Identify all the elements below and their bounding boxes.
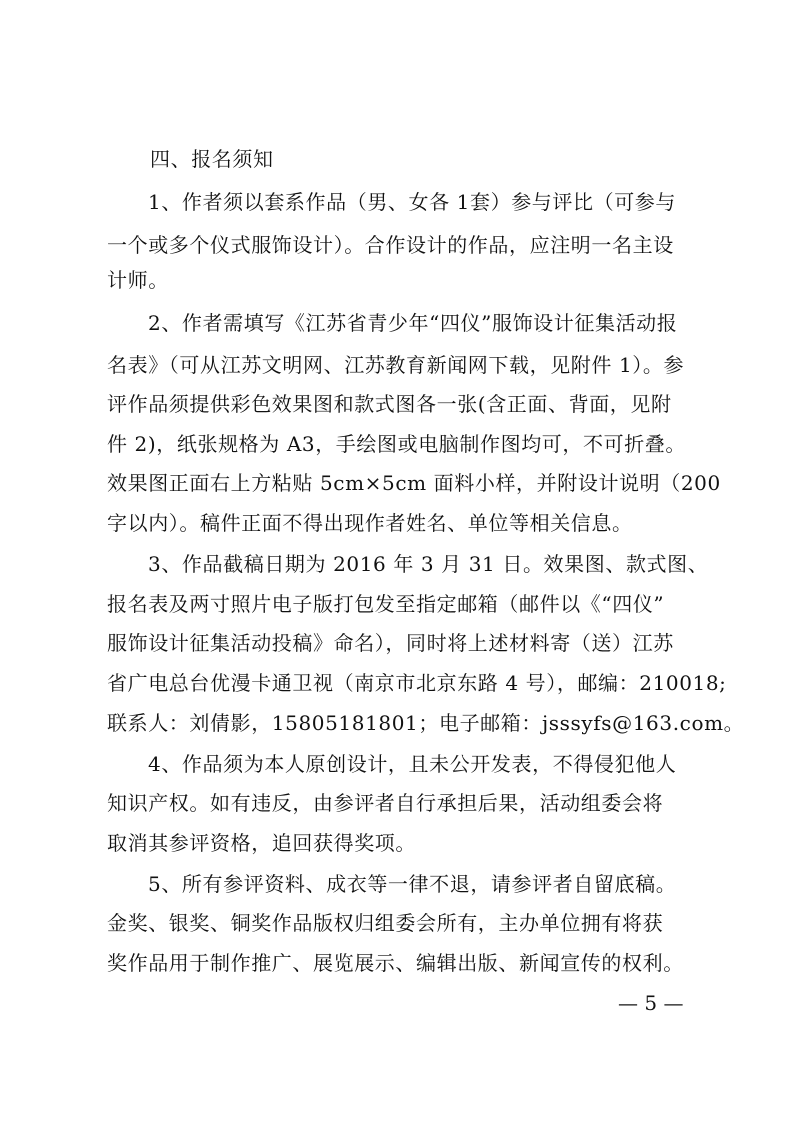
paragraph-line: 省广电总台优漫卡通卫视（南京市北京东路 4 号），邮编：210018; <box>107 671 727 695</box>
paragraph-line: 计师。 <box>107 268 169 292</box>
paragraph-line: 2、作者需填写《江苏省青少年“四仪”服饰设计征集活动报 <box>148 311 678 335</box>
paragraph-line: 5、所有参评资料、成衣等一律不退，请参评者自留底稿。 <box>148 872 677 896</box>
paragraph-line: 名表》（可从江苏文明网、江苏教育新闻网下载，见附件 1）。参 <box>107 353 685 377</box>
paragraph-line: 联系人：刘倩影，15805181801；电子邮箱：jsssyfs@163.com。 <box>107 711 745 735</box>
paragraph-line: 件 2)，纸张规格为 A3，手绘图或电脑制作图均可，不可折叠。 <box>107 432 687 456</box>
page-number: — 5 — <box>618 991 684 1015</box>
paragraph-line: 3、作品截稿日期为 2016 年 3 月 31 日。效果图、款式图、 <box>148 552 709 576</box>
paragraph-line: 知识产权。如有违反，由参评者自行承担后果，活动组委会将 <box>107 791 664 815</box>
paragraph-line: 4、作品须为本人原创设计，且未公开发表，不得侵犯他人 <box>148 752 677 776</box>
paragraph-line: 评作品须提供彩色效果图和款式图各一张(含正面、背面，见附 <box>107 392 672 416</box>
paragraph-line: 一个或多个仪式服饰设计）。合作设计的作品，应注明一名主设 <box>107 233 674 257</box>
paragraph-line: 字以内）。稿件正面不得出现作者姓名、单位等相关信息。 <box>107 511 633 535</box>
paragraph-line: 报名表及两寸照片电子版打包发至指定邮箱（邮件以《“四仪” <box>107 592 665 616</box>
paragraph-line: 服饰设计征集活动投稿》命名），同时将上述材料寄（送）江苏 <box>107 631 674 655</box>
paragraph-line: 效果图正面右上方粘贴 5cm×5cm 面料小样，并附设计说明（200 <box>107 471 721 495</box>
section-heading: 四、报名须知 <box>150 147 274 171</box>
paragraph-line: 金奖、银奖、铜奖作品版权归组委会所有，主办单位拥有将获 <box>107 911 664 935</box>
paragraph-line: 奖作品用于制作推广、展览展示、编辑出版、新闻宣传的权利。 <box>107 951 684 975</box>
paragraph-line: 取消其参评资格，追回获得奖项。 <box>107 831 416 855</box>
paragraph-line: 1、作者须以套系作品（男、女各 1套）参与评比（可参与 <box>148 190 677 214</box>
